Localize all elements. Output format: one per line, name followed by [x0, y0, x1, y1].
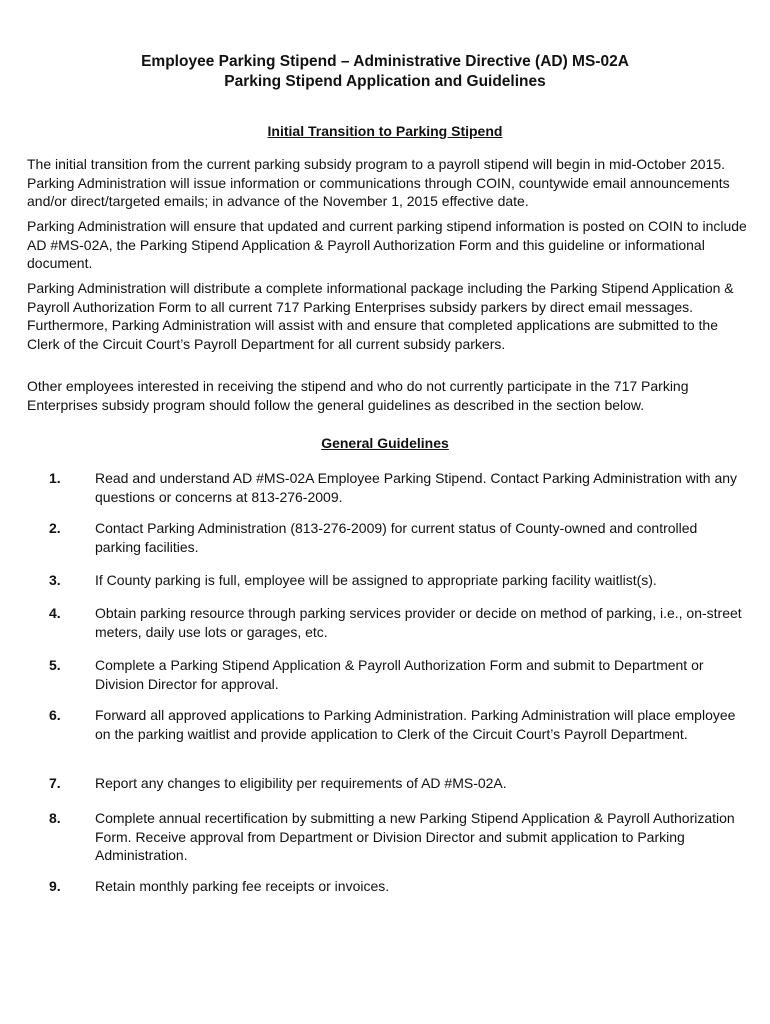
- guideline-text: Read and understand AD #MS-02A Employee Parking Stipend. Contact Parking Administration with any questions or concerns at 813-276-2009.: [95, 470, 738, 505]
- paragraph-1: The initial transition from the current parking subsidy program to a payroll stipend will begin in mid-October 2015. Parking Administration will issue information or communications through COIN, countywide email announcements and/or direct/targeted emails; in advance of the November 1, 2015 effective date.: [27, 156, 730, 210]
- guideline-number: 2.: [49, 520, 61, 536]
- guideline-number: 9.: [49, 878, 61, 894]
- title-line-1: Employee Parking Stipend – Administrative Directive (AD) MS-02A: [141, 53, 629, 70]
- guideline-text: Report any changes to eligibility per requirements of AD #MS-02A.: [95, 775, 507, 791]
- guideline-number: 4.: [49, 605, 61, 621]
- section-heading-general-guidelines: General Guidelines: [321, 435, 449, 451]
- title-line-2: Parking Stipend Application and Guidelines: [224, 73, 546, 90]
- paragraph-3: Parking Administration will distribute a complete informational package including the Parking Stipend Application & Payroll Authorization Form to all current 717 Parking Enterprises subsidy parkers by direct email messages. Furthermore, Parking Administration will assist with and ensure that completed applications are submitted to the Clerk of the Circuit Court’s Payroll Department for all current subsidy parkers.: [27, 280, 734, 352]
- section-heading-initial-transition: Initial Transition to Parking Stipend: [267, 123, 503, 139]
- guideline-number: 5.: [49, 657, 61, 673]
- guideline-number: 6.: [49, 707, 61, 723]
- guideline-text: Contact Parking Administration (813-276-2009) for current status of County-owned and controlled parking facilities.: [95, 520, 698, 555]
- guideline-text: Complete annual recertification by submitting a new Parking Stipend Application & Payroll Authorization Form. Receive approval from Department or Division Director and submit application to Parking Administration.: [95, 810, 735, 864]
- guideline-text: Retain monthly parking fee receipts or invoices.: [95, 878, 390, 894]
- guideline-text: Complete a Parking Stipend Application & Payroll Authorization Form and submit to Department or Division Director for approval.: [95, 657, 704, 692]
- guideline-number: 1.: [49, 470, 61, 486]
- guideline-text: Obtain parking resource through parking services provider or decide on method of parking, i.e., on-street meters, daily use lots or garages, etc.: [95, 605, 742, 640]
- paragraph-2: Parking Administration will ensure that updated and current parking stipend information is posted on COIN to include AD #MS-02A, the Parking Stipend Application & Payroll Authorization Form and this guideline or informational document.: [27, 218, 747, 272]
- guideline-number: 8.: [49, 810, 61, 826]
- document-title: [0, 52, 770, 92]
- guideline-text: If County parking is full, employee will be assigned to appropriate parking facility waitlist(s).: [95, 572, 657, 588]
- paragraph-4: Other employees interested in receiving the stipend and who do not currently participate in the 717 Parking Enterprises subsidy program should follow the general guidelines as described in the section below.: [27, 378, 689, 413]
- guideline-number: 3.: [49, 572, 61, 588]
- guideline-text: Forward all approved applications to Parking Administration. Parking Administration will place employee on the parking waitlist and provide application to Clerk of the Circuit Court’s Payroll Department.: [95, 707, 736, 742]
- guideline-number: 7.: [49, 775, 61, 791]
